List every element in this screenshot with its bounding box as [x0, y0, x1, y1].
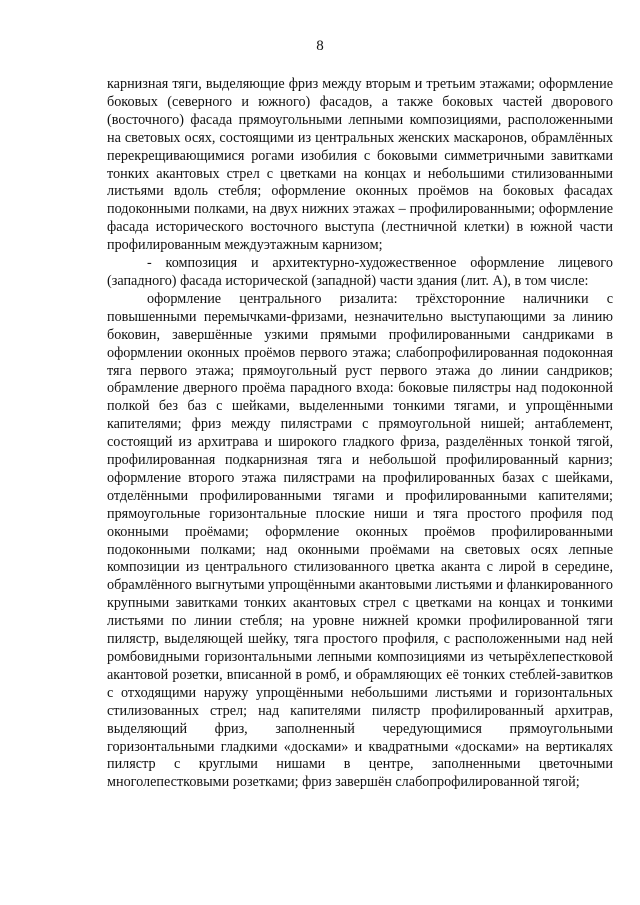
page-number: 8 — [316, 38, 324, 54]
paragraph-central-risalit: оформление центрального ризалита: трёхсторонние наличники с повышенными перемычками-фризами, незначительно выступающими за линию боковин, завершённые узкими прямыми профилированными сандриками в оформлении оконных проёмов первого этажа; слабопрофилированная подоконная тяга первого этажа; прямоугольный руст первого этажа до линии сандриков; обрамление дверного проёма парадного входа: боковые пилястры над подоконной полкой без баз с шейками, выделенными тонкими тягами, и упрощёнными капителями; фриз между пилястрами с прямоугольной нишей; антаблемент, состоящий из архитрава и широкого гладкого фриза, разделённых тонкой тягой, профилированная подкарнизная тяга и небольшой профилированный карниз; оформление второго этажа пилястрами на профилированных базах с шейками, отделёнными профилированными тягами и профилированными капителями; прямоугольные горизонтальные плоские ниши и тяга простого профиля под оконными проёмами; оформление оконных проёмов профилированными подоконными полками; над оконными проёмами на световых осях лепные композиции из центрального стилизованного цветка аканта с лирой в середине, обрамлённого выгнутыми упрощёнными акантовыми листьями и фланкированного крупными завитками тонких акантовых стрел с цветками на концах и тонкими листьями по линии стебля; на уровне нижней кромки профилированной тяги пилястр, выделяющей шейку, тяга простого профиля, с расположенными над ней ромбовидными горизонтальными лепными композициями из четырёхлепестковой акантовой розетки, вписанной в ромб, и обрамляющих её тонких стеблей-завитков с отходящими наружу упрощёнными небольшими листьями и горизонтальных стилизованных стрел; над капителями пилястр профилированный архитрав, выделяющий фриз, заполненный чередующимися прямоугольными горизонтальными гладкими «досками» и квадратными «досками» на вертикалях пилястр с круглыми нишами в центре, заполненными цветочными многолепестковыми розетками; фриз завершён слабопрофилированной тягой; — [107, 290, 613, 791]
paragraph-side-facades: карнизная тяги, выделяющие фриз между вторым и третьим этажами; оформление боковых (северного и южного) фасадов, а также боковых частей дворового (восточного) фасада прямоугольными лепными композициями, расположенными на световых осях, состоящими из центральных женских маскаронов, обрамлённых перекрещивающимися рогами изобилия с боковыми симметричными завитками тонких акантовых стрел с цветками на концах и небольшими стилизованными листьями вдоль стебля; оформление оконных проёмов на боковых фасадах подоконными полками, на двух нижних этажах – профилированными; оформление фасада исторического восточного выступа (лестничной клетки) в южной части профилированным междуэтажным карнизом; — [107, 76, 613, 254]
document-body — [107, 76, 613, 792]
paragraph-west-facade-intro: - композиция и архитектурно-художественное оформление лицевого (западного) фасада исторической (западной) части здания (лит. А), в том числе: — [107, 255, 613, 289]
